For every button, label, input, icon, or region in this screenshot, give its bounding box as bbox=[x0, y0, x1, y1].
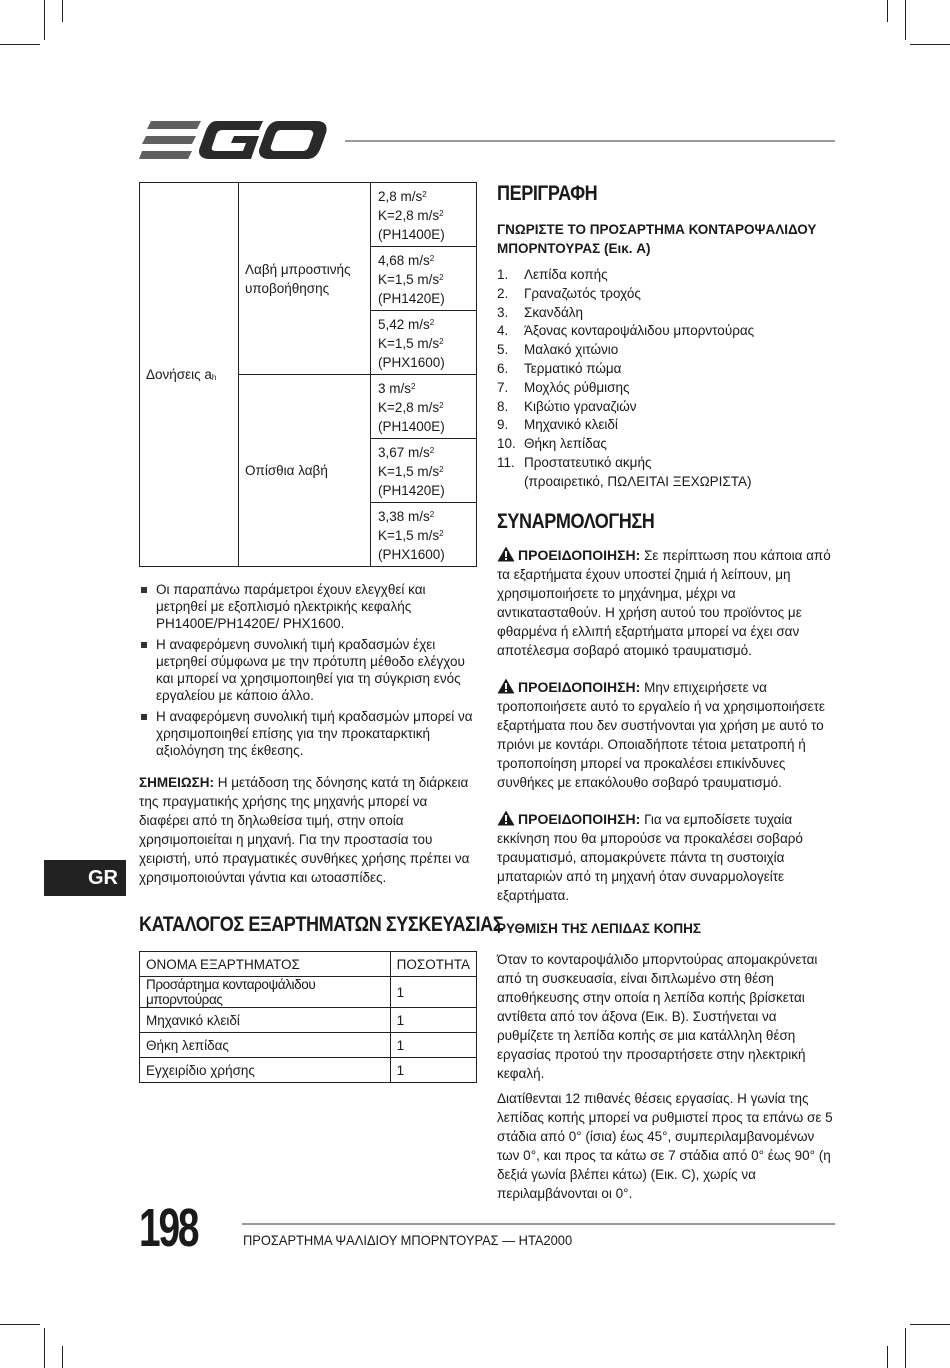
crop-mark bbox=[887, 1346, 888, 1368]
warning-text: Για να εμποδίσετε τυχαία εκκίνηση που θα μπορούσε να προκαλέσει σοβαρό τραυματισμό, απομακρύνετε πάντα τη συστοιχία μπαταριών από τη μηχανή όταν συναρμολογείτε εξαρτήματα. bbox=[497, 811, 803, 903]
footer-rule bbox=[242, 1223, 835, 1225]
left-column bbox=[139, 182, 504, 1083]
rear-handle-label: Οπίσθια λαβή bbox=[239, 375, 371, 567]
table-cell: Εγχειρίδιο χρήσης bbox=[140, 1058, 391, 1083]
list-item: 2. Γραναζωτός τροχός bbox=[497, 285, 641, 301]
blade-paragraph-2: Διατίθενται 12 πιθανές θέσεις εργασίας. Η γωνία της λεπίδας κοπής μπορεί να ρυθμιστεί προς τα επάνω σε 5 στάδια από 0° (ίσια) έως 45°, συμπεριλαμβανομένων των 0°, και προς τα κάτω σε 7 στάδια από 0° έως 90° (η δεξιά γωνία βλέπει κάτω) (Εικ. C), χωρίς να περιλαμβάνονται οι 0°. bbox=[497, 1090, 833, 1201]
warning-text: Μην επιχειρήσετε να τροποποιήσετε αυτό το εργαλείο ή να χρησιμοποιήσετε εξαρτήματα που δεν συστήνονται για χρήση με αυτό το πριόνι με κοντάρι. Οποιαδήποτε τέτοια μετατροπή ή τροποποίηση μπορεί να προκαλέσει επικίνδυνες συνθήκες με επακόλουθο σοβαρό τραυματισμό. bbox=[497, 679, 825, 790]
list-item: 10. Θήκη λεπίδας bbox=[497, 436, 607, 452]
list-item: 8. Κιβώτιο γραναζιών bbox=[497, 398, 637, 414]
vibration-table bbox=[139, 182, 477, 567]
vibration-value-cell: 5,42 $m/s^2$ K=1,5 $m/s^2$ (PHX1600) bbox=[371, 311, 477, 375]
crop-mark bbox=[910, 44, 950, 45]
vibration-value-cell: 3,67 $m/s^2$ K=1,5 $m/s^2$ (PH1420E) bbox=[371, 439, 477, 503]
list-item: 1. Λεπίδα κοπής bbox=[497, 267, 608, 282]
description-subtitle: ΓΝΩΡΙΣΤΕ ΤΟ ΠΡΟΣΑΡΤΗΜΑ ΚΟΝΤΑΡΟΨΑΛΙΔΟΥ ΜΠΟΡΝΤΟΥΡΑΣ (Εικ. A) bbox=[497, 222, 817, 256]
table-cell: 1 bbox=[390, 1058, 476, 1083]
list-item: 4. Άξονας κονταροψάλιδου μπορντούρας bbox=[497, 323, 755, 339]
warning-icon bbox=[497, 546, 515, 562]
warning-paragraph bbox=[497, 546, 837, 660]
blade-adjust-title: ΡΥΘΜΙΣΗ ΤΗΣ ΛΕΠΙΔΑΣ ΚΟΠΗΣ bbox=[497, 920, 701, 936]
warning-icon bbox=[497, 678, 515, 694]
crop-mark bbox=[887, 0, 888, 22]
assembly-title: ΣΥΝΑΡΜΟΛΟΓΗΣΗ bbox=[497, 509, 655, 533]
warning-text: Σε περίπτωση που κάποια από τα εξαρτήματα έχουν υποστεί ζημιά ή λείπουν, μη χρησιμοποιήσετε το μηχάνημα, μέχρι να αντικατασταθούν. Η χρήση αυτού του προϊόντος με φθαρμένα ή ελλιπή εξαρτήματα μπορεί να έχει σαν αποτέλεσμα σοβαρό ατομικό τραυματισμό. bbox=[497, 547, 831, 658]
table-cell: 1 bbox=[390, 1008, 476, 1033]
crop-mark bbox=[905, 0, 906, 40]
bullet-list bbox=[139, 581, 477, 759]
table-cell: Προσάρτημα κονταροψάλιδου μπορντούρας bbox=[140, 977, 391, 1008]
warning-label: ΠΡΟΕΙΔΟΠΟΙΗΣΗ: bbox=[518, 678, 641, 695]
warning-label: ΠΡΟΕΙΔΟΠΟΙΗΣΗ: bbox=[518, 810, 641, 827]
crop-mark bbox=[905, 1328, 906, 1368]
blade-paragraph-1: Όταν το κονταροψάλιδο μπορντούρας απομακρύνεται από τη συσκευασία, είναι διπλωμένο στη θέση αποθήκευσης στην οποία η λεπίδα κοπής βρίσκεται αντίθετα από τον άξονα (Εικ. B). Συστήνεται να ρυθμίζετε τη λεπίδα κοπής σε μια κατάλληλη θέση εργασίας προτού την προσαρτήσετε στην ηλεκτρική κεφαλή. bbox=[497, 951, 818, 1081]
column-header: ΟΝΟΜΑ ΕΞΑΡΤΗΜΑΤΟΣ bbox=[140, 952, 391, 977]
footer-title: ΠΡΟΣΑΡΤΗΜΑ ΨΑΛΙΔΙΟΥ ΜΠΟΡΝΤΟΥΡΑΣ — HTA2000 bbox=[243, 1232, 573, 1248]
vibration-value-cell: 3 $m/s^2$ K=2,8 $m/s^2$ (PH1400E) bbox=[371, 375, 477, 439]
table-row bbox=[140, 977, 477, 1008]
crop-mark bbox=[44, 1328, 45, 1368]
language-tab: GR bbox=[44, 860, 126, 896]
table-row bbox=[140, 1058, 477, 1083]
front-handle-label: Λαβή μπροστινής υποβοήθησης bbox=[239, 183, 371, 375]
table-cell: 1 bbox=[390, 1033, 476, 1058]
crop-mark bbox=[44, 0, 45, 40]
list-item: Η αναφερόμενη συνολική τιμή κραδασμών μπορεί να χρησιμοποιηθεί επίσης για την προκαταρκτική αξιολόγηση της έκθεσης. bbox=[139, 708, 477, 759]
list-item: 5. Μαλακό χιτώνιο bbox=[497, 342, 619, 358]
crop-mark bbox=[62, 0, 63, 22]
warning-label: ΠΡΟΕΙΔΟΠΟΙΗΣΗ: bbox=[518, 546, 641, 563]
table-row bbox=[140, 1008, 477, 1033]
crop-mark bbox=[0, 1324, 40, 1325]
vibration-value-cell: 2,8 $m/s^2$ K=2,8 $m/s^2$ (PH1400E) bbox=[371, 183, 477, 247]
table-cell: Μηχανικό κλειδί bbox=[140, 1008, 391, 1033]
ego-logo bbox=[139, 119, 327, 161]
table-row bbox=[140, 1033, 477, 1058]
crop-mark bbox=[910, 1324, 950, 1325]
table-cell: 1 bbox=[390, 977, 476, 1008]
crop-mark bbox=[62, 1346, 63, 1368]
table-row bbox=[140, 183, 477, 247]
description-title: ΠΕΡΙΓΡΑΦΗ bbox=[497, 182, 598, 205]
list-item: 7. Μοχλός ρύθμισης bbox=[497, 379, 630, 395]
page-number: 198 bbox=[139, 1198, 198, 1258]
note-paragraph bbox=[139, 773, 477, 887]
header-rule bbox=[345, 140, 835, 142]
packing-list-title: ΚΑΤΑΛΟΓΟΣ ΕΞΑΡΤΗΜΑΤΩΝ ΣΥΣΚΕΥΑΣΙΑΣ bbox=[139, 913, 504, 936]
list-item: 9. Μηχανικό κλειδί bbox=[497, 417, 618, 433]
list-item: 6. Τερματικό πώμα bbox=[497, 360, 622, 376]
packing-table bbox=[139, 951, 477, 1083]
vibration-row-label: Δονήσεις $a_h$ bbox=[140, 183, 239, 567]
right-column bbox=[497, 182, 837, 1203]
note-text: Η μετάδοση της δόνησης κατά τη διάρκεια της πραγματικής χρήσης της μηχανής μπορεί να διαφέρει από τη δηλωθείσα τιμή, στην οποία χρησιμοποιείται η μηχανή. Για την προστασία του χειριστή, υπό πραγματικές συνθήκες χρήσης πρέπει να χρησιμοποιούνται γάντια και ωτοασπίδες. bbox=[139, 775, 470, 885]
list-item: Η αναφερόμενη συνολική τιμή κραδασμών έχει μετρηθεί σύμφωνα με την πρότυπη μέθοδο ελέγχου και μπορεί να χρησιμοποιηθεί για τη σύγκριση ενός εργαλείου με κάποιο άλλο. bbox=[139, 636, 477, 704]
list-item: 3. Σκανδάλη bbox=[497, 304, 584, 320]
table-cell: Θήκη λεπίδας bbox=[140, 1033, 391, 1058]
note-label: ΣΗΜΕΙΩΣΗ: bbox=[139, 775, 215, 790]
warning-paragraph bbox=[497, 678, 837, 792]
column-header: ΠΟΣΟΤΗΤΑ bbox=[390, 952, 476, 977]
vibration-value-cell: 4,68 $m/s^2$ K=1,5 $m/s^2$ (PH1420E) bbox=[371, 247, 477, 311]
vibration-value-cell: 3,38 $m/s^2$ K=1,5 $m/s^2$ (PHX1600) bbox=[371, 503, 477, 567]
warning-icon bbox=[497, 810, 515, 826]
crop-mark bbox=[0, 44, 40, 45]
parts-list bbox=[497, 266, 837, 492]
list-item: Οι παραπάνω παράμετροι έχουν ελεγχθεί και μετρηθεί με εξοπλισμό ηλεκτρικής κεφαλής PH1400E/PH1420E/ PHX1600. bbox=[139, 581, 477, 632]
table-header-row bbox=[140, 952, 477, 977]
warning-paragraph bbox=[497, 810, 837, 905]
list-item: 11. Προστατευτικό ακμής (προαιρετικό, ΠΩΛΕΙΤΑΙ ΞΕΧΩΡΙΣΤΑ) bbox=[497, 454, 752, 489]
